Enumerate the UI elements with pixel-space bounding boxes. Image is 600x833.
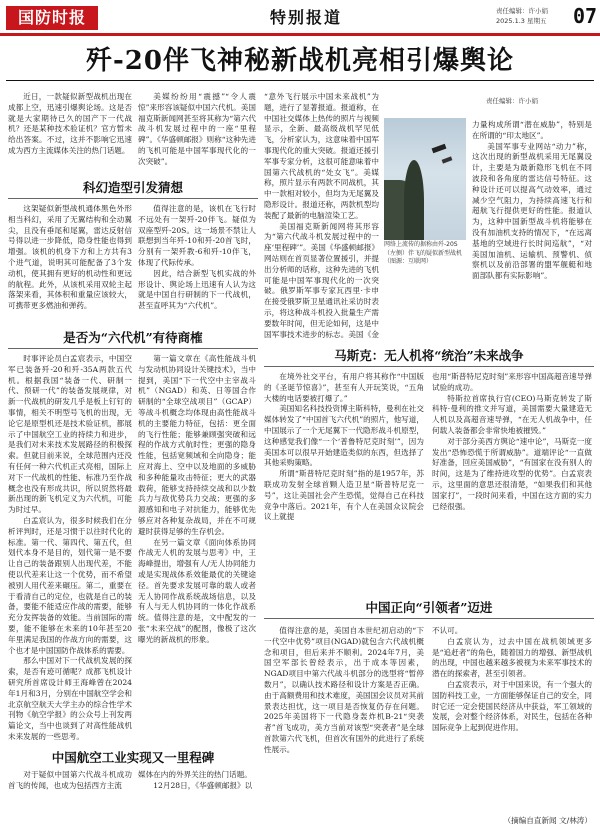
new-fighter-photo xyxy=(384,118,466,240)
page-number: 07 xyxy=(573,4,598,28)
leader-paragraph-a: 值得注意的是，美国自本世纪初启动的“下一代空中优势”项目(NGAD)就包含六代战机概念和项目，但后来并不顺利。2024年7月，美国空军部长曾经表示，出于成本等因素，NGAD项目中第六代战斗机部分的选型将“暂停数月”，以确认技术路径和设计方案是否正确。由于高额费用和技术难度，美国国会议员对其前景表达担忧，这一项目是否恢复仍存在问题。2025年美国将下一代隐身轰炸机B-21“突袭者”首飞成功，美方当前对该型“突袭者”是全球首款第六代飞机，但首次有国外的此进行了系统性展示。 xyxy=(264,626,424,754)
leader-paragraph-c: 白孟宸认为，过去中国在战机领域更多是“追赶者”的角色，随着国力的增强、新型战机的出现，中国也越来越多被视为未来军事技术的潜在的探索者，甚至引领者。 xyxy=(432,636,592,679)
section-title: 特别报道 xyxy=(270,8,343,27)
right-paragraph-d: 美国军事专业网站“动力”称，这次出现的新型战机采用无尾翼设计，主要是为最新隐形飞机在不同波段和各角度的雷达信号特征。这种设计还可以提高气动效率，通过减少空气阻力，为持续高速飞行和超航飞行提供更好的性能。报道认为，这种中国新型战斗机将能够在没有加油机支持的情况下，“在远离基地的空域进行长时间巡航”，“对美国加油机、运输机、预警机、侦察机以及前沿部署的盟军舰艇和地面部队都有实际影响”。 xyxy=(472,141,592,281)
editor-credit-text: 责任编辑：许小娟 xyxy=(486,97,538,105)
section-rule-4 xyxy=(264,618,594,619)
section2-paragraph-a: 时事评论员白孟宸表示，中国空军已装备歼-20和歼-35A两款五代机。根据我国“装备一代、研制一代、预研一代”的装备发展规律，对新一代战机的研发几乎是板上钉钉的事情，相关不明型号飞机的出现，无论它是原型机还是技术验证机，都展示了中国航空工业的持续力和进步，是我们对未来技术发展路径的积极探索。但就目前来说，全球范围内还没有任何一种六代机正式亮相，国际上对下一代战机的性能、标准乃至作战概念也没有形成共识，所以贸然将最新出现的新飞机定义为六代机，可能为时过早。 xyxy=(8,354,132,515)
section1-column-1 xyxy=(8,204,132,322)
musk-paragraph-f: 对于部分美西方舆论“速中论”，马斯克一度发出“恐怖恐慌于所谓威胁”。道端评论“一直做好准备，回应美国威胁”，“有国家在没有别人的时间，这是为了维持进攻型的优势”。白孟宸表示，这里面的意思还很清楚，“如果我们和其他国家打”，一段时间来看，中国在这方面的实力已经很强。 xyxy=(432,436,592,511)
musk-paragraph-e: 特斯拉首席执行官(CEO)马斯克转发了斯科特·曼利的推文并写道，美国需要大量建造无人机以及高超音速导弹，“在无人机战争中，任何载人装备都会非常快地被摧毁。” xyxy=(432,393,592,435)
musk-column-2 xyxy=(432,372,592,590)
tree-silhouette-icon xyxy=(404,160,424,240)
leader-paragraph-b: 不认可。 xyxy=(432,626,463,635)
page-editor-credit xyxy=(486,97,538,106)
section2-paragraph-e: 在另一篇文章《面向体系协同作战无人机的发展与思考》中，王海峰提出，增强有人/无人协同能力或是实现战体系效能最优的关键途径。首先要求发展可靠的载人或者无人协同作战系统战场信息，以及有人与无人机协同的一体化作战系统。值得注意的是，文中配发的一张“未来空战”的配图，像极了这次曝光的新战机的形象。 xyxy=(138,537,256,644)
section1-paragraph: 这架疑似新型战机通体黑色外形相当科幻，采用了无翼结构和全动翼尖，且没有垂尾和尾翼，雷达反射信号得以进一步降低，隐身性能也得到增强。该机的机身下方和上方共有3个进气道，说明其可能配备了3个发动机，使其拥有更好的机动性和更远的航程。此外，从该机采用双轮主起落架来看，其体积和重量应该较大，可携带更多燃油和弹药。 xyxy=(8,204,132,311)
musk-paragraph-d: 也用“斯普特尼克时刻”来形容中国高超音速导弹试验的成功。 xyxy=(432,372,592,392)
section5-paragraph-2: 媒体在内的外界关注的热门话题。 xyxy=(138,770,252,779)
issue-meta xyxy=(496,6,548,26)
section2-column-1 xyxy=(8,354,132,740)
intro-paragraph: 近日，一款疑似新型战机出现在成都上空，迅速引爆舆论场。这是否就是大家期待已久的国产下一代战机？还是某种技术验证机？官方暂未给出答案。不过，这并不影响它迅速成为西方主流媒体关注的热门话题。 xyxy=(8,92,132,155)
right-paragraph-b: 美国福克斯新闻网将其形容为“第六代战斗机发展过程中的一座‘里程碑’”。美国《华盛顿邮报》网站则在首页显著位置援引，并提出分析师的话称，这种先进的飞机可能是中国军事现代化的一次突破。俄罗斯军事专家瓦西里·卡申在接受俄罗斯卫星通讯社采访时表示，将这种战斗机投入批量生产需要数年时间，但无论如何，这是中国军事技术进步的标志。美国《金 xyxy=(264,221,379,339)
headline-divider xyxy=(6,80,594,81)
section5-paragraph: 对于疑似中国第六代战斗机成功首飞的传闻，也成为包括西方主流 xyxy=(8,770,132,790)
section5-paragraph-3: 12月28日，《华盛顿邮报》以 xyxy=(153,780,253,790)
subheading-aviation-milestone: 中国航空工业实现又一里程碑 xyxy=(51,750,215,765)
main-headline: 歼-20伴飞神秘新战机亮相引爆舆论 xyxy=(86,46,514,76)
photo-caption: 网络上流传的据称由歼-20S（左侧）伴飞的疑似新型战机（图源：互联网） xyxy=(384,241,463,265)
subheading-musk: 马斯克：无人机将“统治”未来战争 xyxy=(334,348,524,363)
section2-paragraph-d: 第一篇文章在《高性能战斗机与发动机协同设计关键技术》，当中提到，美国“下一代空中主宰战斗机”（NGAD）和英、日等国合作研制的“全球空战项目”（GCAP）等战斗机概念均体现由高性能战斗机的主要能力特征，包括：更全面的飞行性能；能够兼顾强突破和远程的作战方式航时性；更强的隐身性能，包括宽频域和全向隐身；能应对海上、空中以及地面的多威胁和多种能量攻击特征；更大的武器载荷，能够支持持续交战和以少数兵力与敌优势兵力交战；更强的多源感知和电子对抗能力，能够优先够应对各种复杂战局，并在不可规避时获得足够的生存机会。 xyxy=(138,354,256,536)
leader-column-2 xyxy=(432,626,592,816)
intro-column-1 xyxy=(8,92,132,172)
section1-column-2 xyxy=(138,204,256,322)
byline-box xyxy=(432,816,592,830)
leader-paragraph-d: 白孟宸表示，对于中国来说，有一个强大的国防科技工业，一方面能够保证自己的安全，同时它还一定会使国民经济从中获益，军工领域的发展，会对整个经济体系，对民生，包括在各种国际竞争上起到促进作用。 xyxy=(432,679,592,733)
section5-column-1 xyxy=(8,770,132,830)
newspaper-logo: 国防时报 xyxy=(6,6,98,30)
editor-line: 责任编辑：许小娟 xyxy=(496,7,548,15)
masthead-divider xyxy=(0,33,600,36)
musk-column-1 xyxy=(264,372,424,590)
right-paragraph-a: “意外飞行展示中国未来战机”为题，进行了显著报道。报道称，在中国社交媒体上热传的照片与视频显示，全新、最高级战机罕见低飞，分析家认为，这意味着中国军事现代化的重大突破。报道还援引军事专家分析，这很可能意味着中国第六代战机的“处女飞”。美媒称，照片显示有两款不同战机，其中一款相对较小，但均为无尾翼及隐形设计。报道还称，两款机型均装配了最新的电脑渲染工艺。 xyxy=(264,92,379,220)
intro-paragraph-2: 美媒纷纷用“震撼”“令人震惊”来形容该疑似中国六代机。美国福克斯新闻网甚至将其称为“第六代战斗机发展过程中的一座“里程碑”。《华盛顿邮报》则称“这种先进的飞机可能是中国军事现代化的一次突破”。 xyxy=(138,92,256,166)
subheading-leader: 中国正向“引领者”迈进 xyxy=(365,600,493,615)
subheading-sci-fi: 科幻造型引发猜想 xyxy=(82,180,183,195)
section5-column-2 xyxy=(138,770,256,830)
section2-paragraph-c: 那么中国对下一代战机发展的探索，是否有迹可循呢？成都飞机设计研究所首席设计师王海峰曾在2024年1月和3月，分别在中国航空学会和北京航空航天大学主办的综合性学术刊物《航空学报》的公众号上刊发两篇论文，当中也谈到了对高性能战机未来发展的一些思考。 xyxy=(8,656,132,740)
jet-silhouette-icon xyxy=(442,156,453,163)
section-rule-2 xyxy=(8,348,258,349)
section2-paragraph-b: 白孟宸认为，很多时候我们在分析评判时，还是习惯于以往时代化的标准。第一代、第四代、第五代，但划代本身不是目的，划代第一是不要让自己的装备跟别人出现代差，不能使以代差来让这一个优势，而不希望被别人用代差来碾压。第二，重要在于看清自己的定位，也就是自己的装备，要能不能适应作战的需要，能够充分发挥装备的效能。当前国际的需要，能不能够在未来的10年甚至20年里满足我国的作战方向的需要，这个也才是中国国防作战体系的需要。 xyxy=(8,515,132,655)
intro-column-2 xyxy=(138,92,256,172)
right-column-1 xyxy=(264,92,379,340)
section1-paragraph-2: 值得注意的是，该机在飞行时不远处有一架歼-20伴飞。疑似为双座型歼-20S。这一场景不禁让人联想到当年歼-10和歼-20首飞时，分别有一架歼教-6和歼-10伴飞，体现了代际传承。 xyxy=(138,204,256,267)
subheading-sixth-gen: 是否为“六代机”有待商榷 xyxy=(63,330,203,345)
jet-silhouette-icon xyxy=(432,144,447,153)
masthead xyxy=(0,0,600,38)
byline: （摘编自直新闻 文/林涛） xyxy=(503,816,592,825)
date-line: 2025.1.3 星期五 xyxy=(496,17,547,25)
leader-column-1 xyxy=(264,626,424,830)
section2-column-2 xyxy=(138,354,256,740)
musk-paragraph-b: 美国知名科技投资博主斯科特，曼利在社交媒体转发了“中国首飞六代机”的照片，他写道，中国展示了一个无尾翼下一代隐形战斗机原型，这种感觉我们像“一个‘普鲁特尼克时刻’”，因为美国本可以很早开始建造类似的东西，但选择了其他采购策略。 xyxy=(264,404,424,468)
right-paragraph-c: 力量构成所谓“潜在威胁”，特别是在所谓的“印太地区”。 xyxy=(472,120,592,140)
right-column-2 xyxy=(472,120,592,340)
section-rule-3 xyxy=(264,366,594,367)
section-rule xyxy=(8,198,258,199)
section1-paragraph-3: 因此，结合新型飞机实战的外形设计、舆论场上迅速有人认为这就是中国自行研制的下一代战机，甚至直呼其为“六代机”。 xyxy=(138,268,256,311)
musk-paragraph-a: 在境外社交平台，有用户将其称作“中国版的《圣诞节惊喜》”，甚至有人开玩笑说，“五角大楼的电话要被打爆了。” xyxy=(264,372,424,403)
musk-paragraph-c: 所谓“斯普特尼克时刻”指的是1957年，苏联成功发射全球首颗人造卫星“斯普特尼克一号”，这让美国社会产生恐慌，觉得自己在科技竞争中落后。2021年，有个人在美国众议院会议上就提 xyxy=(264,469,424,522)
